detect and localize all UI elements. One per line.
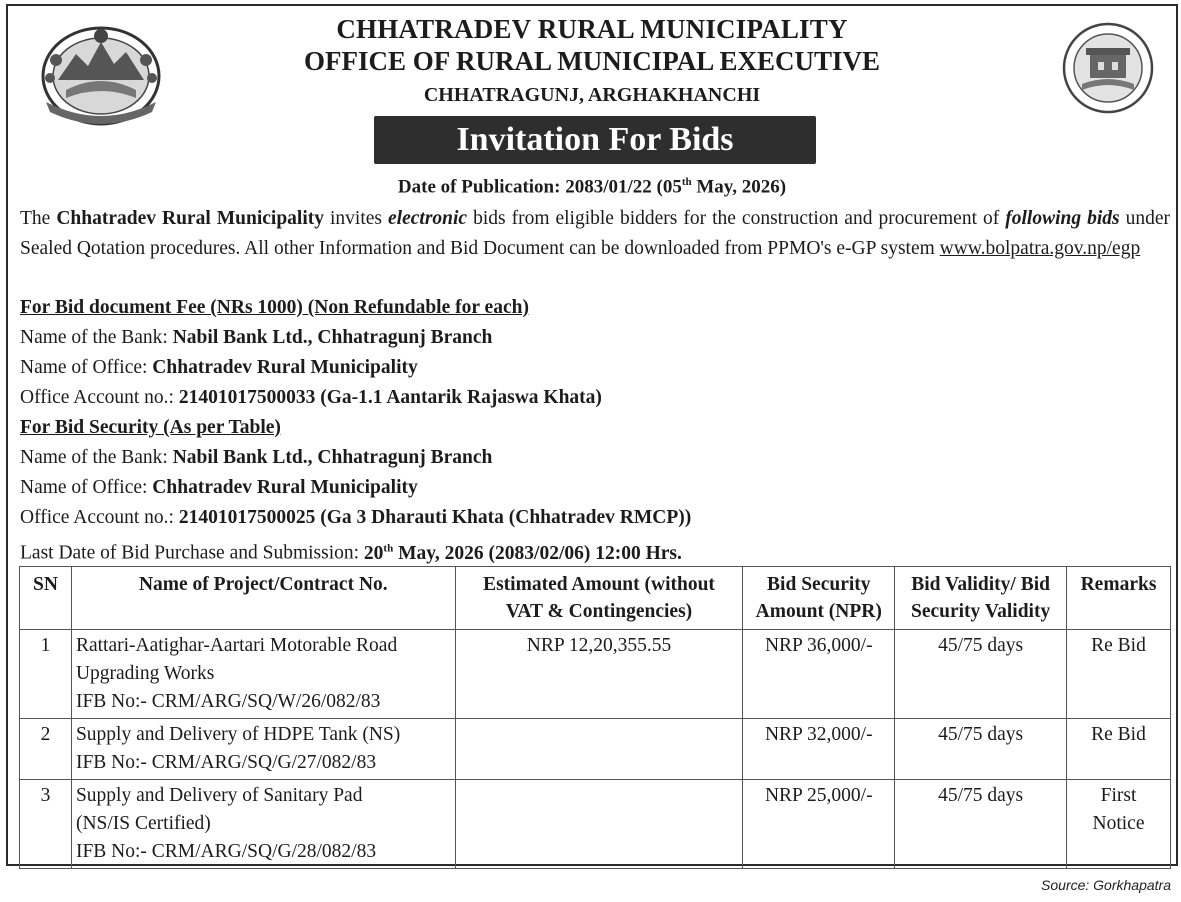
security-office: Name of Office: Chhatradev Rural Municipality — [20, 477, 418, 498]
payment-details — [20, 293, 1170, 563]
bid-notice — [6, 4, 1178, 866]
col-project: Name of Project/Contract No. — [71, 567, 455, 630]
table-row: 3 Supply and Delivery of Sanitary Pad (NS/IS Certified) IFB No:- CRM/ARG/SQ/G/28/082/83 NRP 25,000/- 45/75 days First Notice — [20, 780, 1171, 869]
submission-deadline: Last Date of Bid Purchase and Submission: 20th May, 2026 (2083/02/06) 12:00 Hrs. — [20, 542, 682, 564]
fee-office: Name of Office: Chhatradev Rural Municipality — [20, 357, 418, 378]
egp-link[interactable]: www.bolpatra.gov.np/egp — [939, 238, 1141, 259]
intro-paragraph: The Chhatradev Rural Municipality invites electronic bids from eligible bidders for the construction and procurement of following bids under Sealed Qotation procedures. All other Information and Bid Document can be downloaded from PPMO's e-GP system www.bolpatra.gov.np/egp — [20, 208, 1171, 259]
col-remarks: Remarks — [1067, 567, 1171, 630]
col-validity: Bid Validity/ Bid Security Validity — [895, 567, 1067, 630]
fee-heading: For Bid document Fee (NRs 1000) (Non Refundable for each) — [20, 297, 529, 318]
table-row: 2 Supply and Delivery of HDPE Tank (NS) IFB No:- CRM/ARG/SQ/G/27/082/83 NRP 32,000/- 45/75 days Re Bid — [20, 719, 1171, 780]
office-name: OFFICE OF RURAL MUNICIPAL EXECUTIVE — [303, 46, 881, 76]
table-header-row — [20, 567, 1171, 630]
notice-header — [8, 6, 1176, 116]
security-account: Office Account no.: 21401017500025 (Ga 3 Dharauti Khata (Chhatradev RMCP)) — [20, 507, 692, 528]
col-security: Bid Security Amount (NPR) — [743, 567, 895, 630]
security-heading: For Bid Security (As per Table) — [20, 417, 281, 438]
fee-bank: Name of the Bank: Nabil Bank Ltd., Chhatragunj Branch — [20, 327, 493, 348]
table-row: 1 Rattari-Aatighar-Aartari Motorable Road Upgrading Works IFB No:- CRM/ARG/SQ/W/26/082/83 NRP 12,20,355.55 NRP 36,000/- 45/75 days Re Bid — [20, 630, 1171, 719]
security-bank: Name of the Bank: Nabil Bank Ltd., Chhatragunj Branch — [20, 447, 493, 468]
invitation-banner: Invitation For Bids — [374, 116, 816, 164]
col-estimated: Estimated Amount (without VAT & Contingencies) — [455, 567, 743, 630]
col-sn: SN — [20, 567, 72, 630]
source-credit: Source: Gorkhapatra — [1041, 877, 1171, 893]
municipality-name: CHHATRADEV RURAL MUNICIPALITY — [336, 14, 848, 44]
office-address: CHHATRAGUNJ, ARGHAKHANCHI — [423, 84, 761, 106]
publication-date: Date of Publication: 2083/01/22 (05th May, 2026) — [397, 176, 787, 198]
bids-table — [19, 566, 1171, 869]
fee-account: Office Account no.: 21401017500033 (Ga-1.1 Aantarik Rajaswa Khata) — [20, 387, 602, 408]
municipality-seal-icon — [1060, 18, 1156, 118]
